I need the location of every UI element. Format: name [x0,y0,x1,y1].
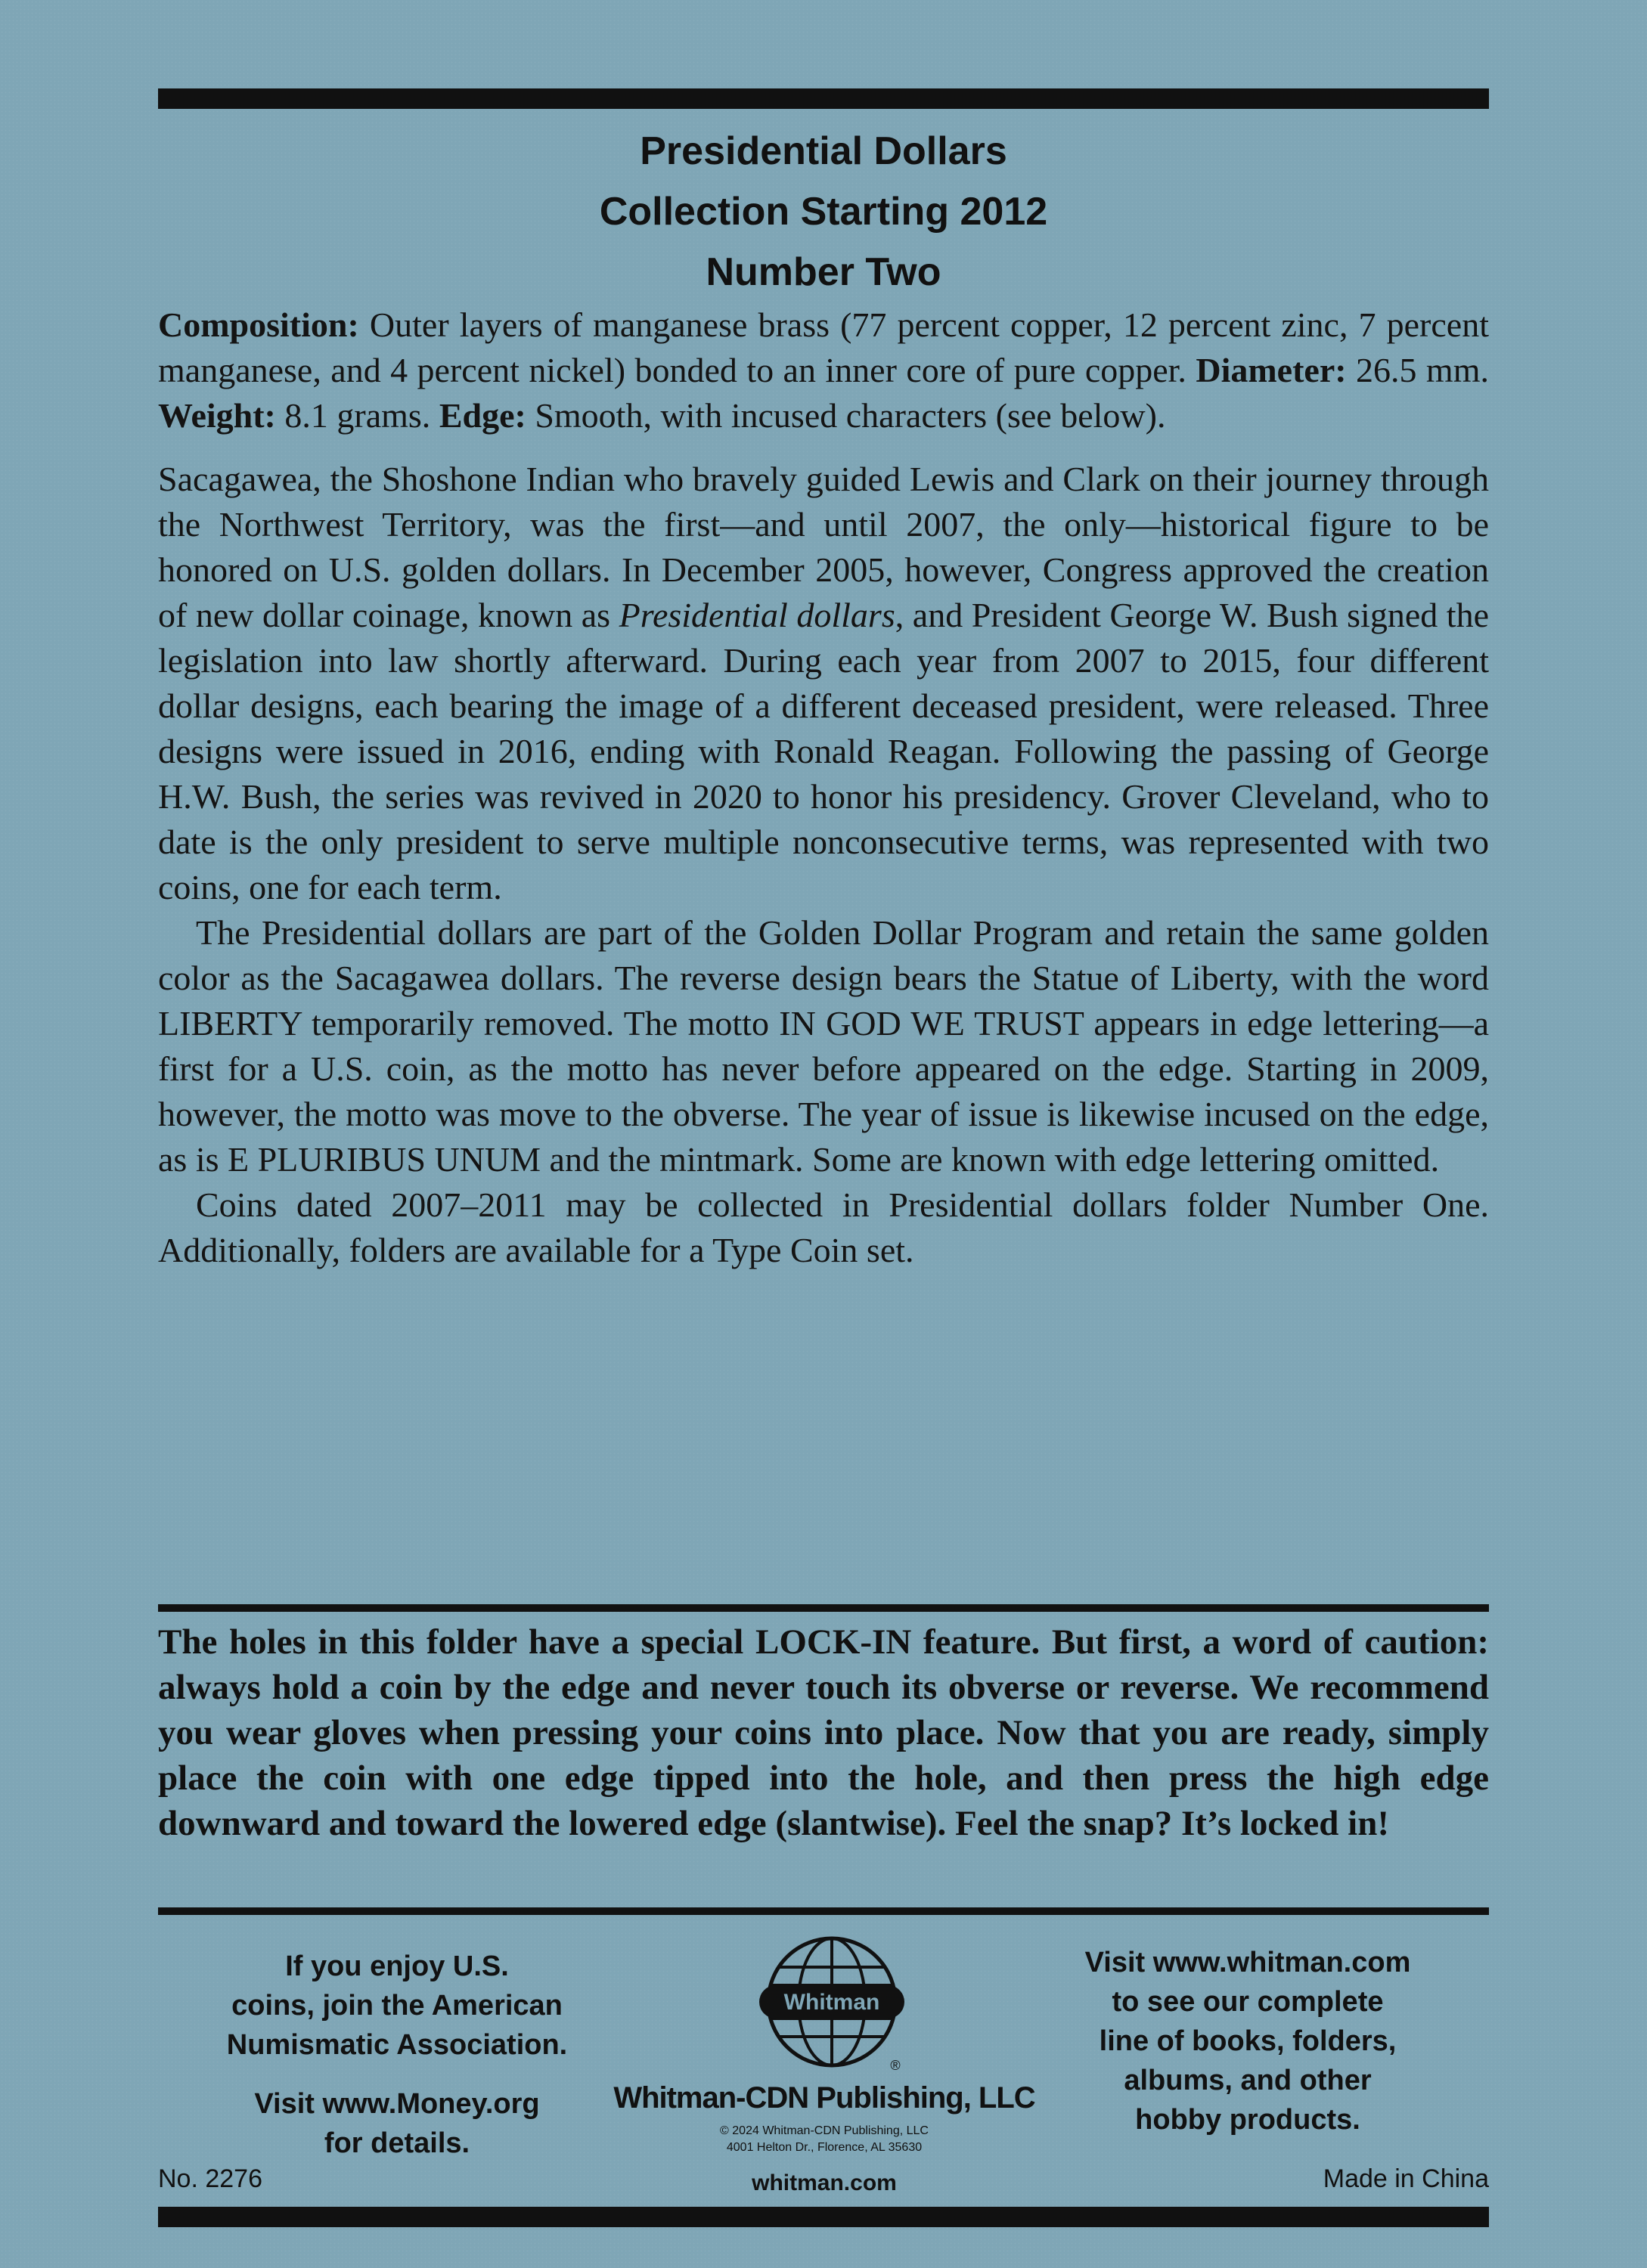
edge-value: Smooth, with incused characters (see below). [526,396,1166,435]
whitman-promo [1028,1943,1467,2139]
publisher-address [605,2123,1044,2156]
weight-label: Weight: [158,396,276,435]
country-of-origin: Made in China [1323,2164,1489,2193]
page-title [158,121,1489,302]
caution-top-rule [158,1604,1489,1612]
history-paragraph-3: Coins dated 2007–2011 may be collected in Presidential dollars folder Number One. Additionally, folders are available for a Type Coin set. [158,1185,1489,1269]
publisher-name: Whitman-CDN Publishing, LLC [613,2081,1035,2115]
top-rule [158,88,1489,109]
title-line-2: Collection Starting 2012 [599,190,1048,234]
item-number: No. 2276 [158,2164,262,2193]
composition-text: Outer layers of manganese brass (77 percent copper, 12 percent zinc, 7 percent manganese, and 4 percent nickel) bonded to an inner core of pure copper. [158,305,1489,389]
ana-line-5: for details. [324,2127,470,2159]
whitman-line-1: Visit www.whitman.com [1084,1947,1411,1978]
caution-bottom-rule [158,1907,1489,1915]
registered-mark: ® [890,2058,901,2071]
history-paragraph-2: The Presidential dollars are part of the Golden Dollar Program and retain the same golden color as the Sacagawea dollars. The reverse design bears the Statue of Liberty, with the word LIBERTY temporarily removed. The motto IN GOD WE TRUST appears in edge lettering—a first for a U.S. coin, as the motto has never before appeared on the edge. Starting in 2009, however, the motto was move to the obverse. The year of issue is likewise incused on the edge, as is E PLURIBUS UNUM and the mintmark. Some are known with edge lettering omitted. [158,913,1489,1179]
copyright-line: © 2024 Whitman-CDN Publishing, LLC [720,2124,929,2137]
whitman-globe-logo [756,1935,907,2071]
bottom-rule [158,2207,1489,2227]
address-line: 4001 Helton Dr., Florence, AL 35630 [726,2141,923,2154]
lock-in-caution: The holes in this folder have a special LOCK-IN feature. But first, a word of caution: always hold a coin by the edge and never touch its obverse or reverse. We recommend you wear gloves when pressing your coins into place. Now that you are ready, simply place the coin with one edge tipped into the hole, and then press the high edge downward and toward the lowered edge (slantwise). Feel the snap? It’s locked in! [158,1622,1489,1843]
weight-value: 8.1 grams. [275,396,439,435]
logo-wordmark: Whitman [783,1990,880,2015]
specifications-paragraph [158,302,1489,438]
composition-label: Composition: [158,305,359,344]
description-text [158,302,1489,1273]
whitman-line-2: to see our complete [1112,1986,1384,2018]
history-paragraph-1 [158,457,1489,910]
whitman-line-3: line of books, folders, [1099,2025,1397,2057]
ana-line-1: If you enjoy U.S. [285,1950,509,1982]
publisher-site: whitman.com [752,2170,897,2195]
whitman-line-4: albums, and other [1124,2065,1372,2096]
edge-label: Edge: [439,396,526,435]
ana-promo [181,1947,613,2163]
title-line-3: Number Two [706,250,941,294]
diameter-value: 26.5 mm. [1346,351,1489,389]
history-p1-part2: , and President George W. Bush signed the legislation into law shortly afterward. During each year from 2007 to 2015, four different dollar designs, each bearing the image of a different deceased president, were released. Three designs were issued in 2016, ending with Ronald Reagan. Following the passing of George H.W. Bush, the series was revived in 2020 to honor his presidency. Grover Cleveland, who to date is the only president to serve multiple nonconsecutive terms, was represented with two coins, one for each term. [158,596,1490,906]
ana-line-4: Visit www.Money.org [254,2088,540,2120]
globe-icon [756,1935,907,2071]
history-p1-part1: Sacagawea, the Shoshone Indian who bravely guided Lewis and Clark on their journey through the Northwest Territory, was the first—and until 2007, the only—historical figure to be honored on U.S. golden dollars. In December 2005, however, Congress approved the creation of new dollar coinage, known as [158,460,1489,634]
whitman-line-5: hobby products. [1135,2104,1360,2136]
ana-line-3: Numismatic Association. [226,2029,568,2061]
diameter-label: Diameter: [1196,351,1347,389]
title-line-1: Presidential Dollars [640,129,1007,173]
ana-line-2: coins, join the American [231,1990,563,2022]
history-p1-italic: Presidential dollars [619,596,895,634]
